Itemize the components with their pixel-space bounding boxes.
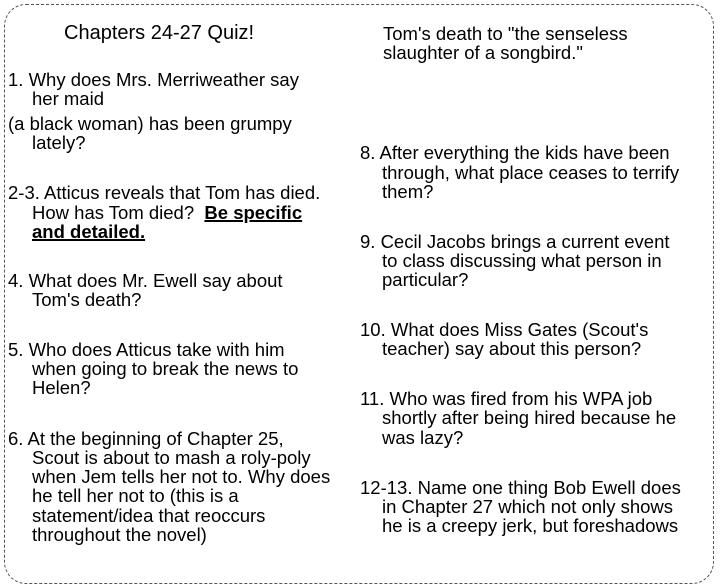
question-10-line-1: 10. What does Miss Gates (Scout's xyxy=(360,319,649,340)
question-1-line-3: (a black woman) has been grumpy xyxy=(8,113,292,134)
question-6-line-1: 6. At the beginning of Chapter 25, xyxy=(8,428,284,449)
question-1-line-1: 1. Why does Mrs. Merriweather say xyxy=(8,69,299,90)
question-2-3-text: How has Tom died? xyxy=(32,202,195,223)
question-2-3-line-1: 2-3. Atticus reveals that Tom has died. xyxy=(8,182,321,203)
question-1-line-4: lately? xyxy=(32,132,86,153)
page-title: Chapters 24-27 Quiz! xyxy=(64,22,255,44)
question-9-line-3: particular? xyxy=(382,269,469,290)
question-8-line-1: 8. After everything the kids have been xyxy=(360,142,670,163)
emphasis-detailed: and detailed. xyxy=(32,221,146,242)
question-7-line-2: slaughter of a songbird." xyxy=(383,42,583,63)
emphasis-specific: Be specific xyxy=(204,202,303,223)
question-8-line-3: them? xyxy=(382,181,434,202)
question-11-line-2: shortly after being hired because he xyxy=(382,407,677,428)
question-10-line-2: teacher) say about this person? xyxy=(382,338,642,359)
question-5-line-2: when going to break the news to xyxy=(32,358,299,379)
question-12-13-line-2: in Chapter 27 which not only shows xyxy=(382,496,674,517)
question-8-line-2: through, what place ceases to terrify xyxy=(382,162,680,183)
question-6-line-5: statement/idea that reoccurs xyxy=(32,505,266,526)
question-4-line-1: 4. What does Mr. Ewell say about xyxy=(8,270,283,291)
question-11-line-3: was lazy? xyxy=(382,427,464,448)
question-7-line-1: Tom's death to "the senseless xyxy=(383,23,628,44)
question-12-13-line-3: he is a creepy jerk, but foreshadows xyxy=(382,515,679,536)
question-2-3-line-2 xyxy=(32,203,302,222)
question-1-line-2: her maid xyxy=(32,88,104,109)
question-9-line-1: 9. Cecil Jacobs brings a current event xyxy=(360,231,670,252)
question-5-line-3: Helen? xyxy=(32,377,91,398)
question-5-line-1: 5. Who does Atticus take with him xyxy=(8,339,285,360)
question-6-line-6: throughout the novel) xyxy=(32,524,207,545)
question-6-line-4: he tell her not to (this is a xyxy=(32,485,239,506)
question-12-13-line-1: 12-13. Name one thing Bob Ewell does xyxy=(360,477,681,498)
question-6-line-3: when Jem tells her not to. Why does xyxy=(32,466,331,487)
question-11-line-1: 11. Who was fired from his WPA job xyxy=(360,388,653,409)
question-4-line-2: Tom's death? xyxy=(32,289,142,310)
question-6-line-2: Scout is about to mash a roly-poly xyxy=(32,447,311,468)
question-9-line-2: to class discussing what person in xyxy=(382,250,662,271)
